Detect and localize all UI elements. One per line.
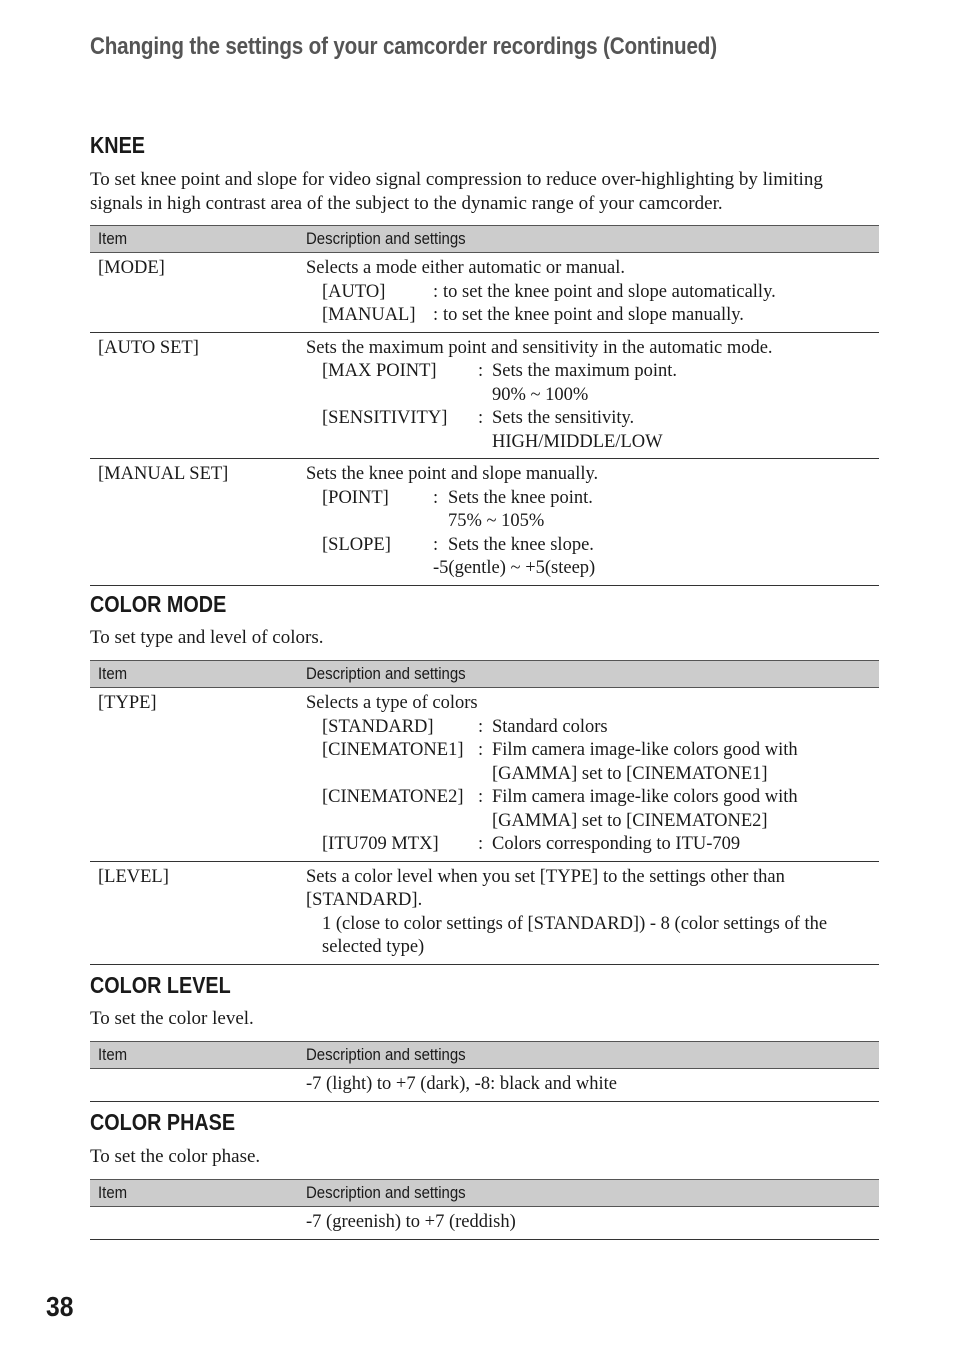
row-item: [90, 1069, 298, 1102]
table-row: [90, 1069, 879, 1102]
option-range: 75% ~ 105%: [448, 511, 545, 531]
page-number: 38: [46, 1291, 74, 1322]
item-column-header: Item: [90, 1042, 298, 1069]
row-item: [MODE]: [90, 253, 298, 333]
option-line: [AUTO] : to set the knee point and slope automatically.: [322, 281, 776, 302]
item-column-header: Item: [90, 661, 298, 688]
option-line: [MANUAL] : to set the knee point and slope manually.: [322, 305, 744, 325]
option-line: [SLOPE] : Sets the knee slope.: [322, 534, 594, 555]
option-line: [POINT] : Sets the knee point.: [322, 487, 593, 508]
option-line: [SENSITIVITY] : Sets the sensitivity.: [322, 408, 635, 428]
row-description: Selects a type of colors [STANDARD] : Standard colors [CINEMATONE1] : Film camera image-like colors good with [GAMMA] set to [CINEMATONE1] [CINEMATONE2] : Film camera image-like colors good with [GAMMA] set to [CINEMATONE2] [ITU709 MTX] : Colors corresponding to ITU-709: [298, 688, 879, 862]
option-line: [STANDARD] : Standard colors: [322, 716, 608, 737]
table-header-row: [90, 1042, 879, 1069]
knee-heading: KNEE: [90, 132, 145, 158]
option-range: -5(gentle) ~ +5(steep): [433, 558, 596, 578]
table-row: [90, 1207, 879, 1240]
row-item: [MANUAL SET]: [90, 459, 298, 586]
row-description: Sets the maximum point and sensitivity in the automatic mode. [MAX POINT] : Sets the maximum point. 90% ~ 100% [SENSITIVITY] : Sets the sensitivity. HIGH/MIDDLE/LOW: [298, 332, 879, 459]
option-line: [ITU709 MTX] : Colors corresponding to ITU-709: [322, 834, 741, 854]
knee-description: To set knee point and slope for video signal compression to reduce over-highlighting by limiting signals in high contrast area of the subject to the dynamic range of your camcorder.: [90, 169, 823, 214]
color-mode-description: To set type and level of colors.: [90, 627, 324, 648]
color-mode-heading: COLOR MODE: [90, 591, 227, 617]
row-item: [LEVEL]: [90, 861, 298, 964]
option-continuation: [GAMMA] set to [CINEMATONE2]: [492, 810, 768, 831]
table-header-row: [90, 661, 879, 688]
description-column-header: Description and settings: [298, 1180, 879, 1207]
page-header-title: Changing the settings of your camcorder recordings (Continued): [90, 33, 717, 60]
row-description: -7 (light) to +7 (dark), -8: black and white: [298, 1069, 879, 1102]
table-row: [90, 332, 879, 459]
row-description: -7 (greenish) to +7 (reddish): [298, 1207, 879, 1240]
description-column-header: Description and settings: [298, 661, 879, 688]
row-item: [TYPE]: [90, 688, 298, 862]
table-row: [90, 253, 879, 333]
color-phase-heading: COLOR PHASE: [90, 1109, 236, 1135]
option-line: [CINEMATONE1] : Film camera image-like colors good with: [322, 740, 798, 760]
option-range: 90% ~ 100%: [492, 384, 589, 405]
option-line: [CINEMATONE2] : Film camera image-like colors good with: [322, 787, 798, 807]
table-header-row: [90, 226, 879, 253]
color-phase-table: [90, 1179, 879, 1240]
table-row: [90, 459, 879, 586]
description-column-header: Description and settings: [298, 1042, 879, 1069]
color-level-description: To set the color level.: [90, 1008, 254, 1029]
row-description: Sets a color level when you set [TYPE] to the settings other than [STANDARD]. 1 (close to color settings of [STANDARD]) - 8 (color settings of the selected type): [298, 861, 879, 964]
table-row: [90, 861, 879, 964]
row-description: Sets the knee point and slope manually. [POINT] : Sets the knee point. 75% ~ 105% [SLOPE] : Sets the knee slope. -5(gentle) ~ +5(steep): [298, 459, 879, 586]
table-header-row: [90, 1180, 879, 1207]
row-item: [90, 1207, 298, 1240]
knee-table: [90, 225, 879, 586]
color-phase-description: To set the color phase.: [90, 1146, 261, 1167]
option-continuation: [GAMMA] set to [CINEMATONE1]: [492, 763, 768, 784]
color-level-heading: COLOR LEVEL: [90, 972, 231, 998]
option-range: HIGH/MIDDLE/LOW: [492, 431, 663, 452]
item-column-header: Item: [90, 1180, 298, 1207]
color-level-table: [90, 1041, 879, 1102]
item-column-header: Item: [90, 226, 298, 253]
row-description: Selects a mode either automatic or manual. [AUTO] : to set the knee point and slope automatically. [MANUAL] : to set the knee point and slope manually.: [298, 253, 879, 333]
table-row: [90, 688, 879, 862]
option-line: [MAX POINT] : Sets the maximum point.: [322, 361, 677, 381]
row-item: [AUTO SET]: [90, 332, 298, 459]
description-column-header: Description and settings: [298, 226, 879, 253]
color-mode-table: [90, 660, 879, 965]
